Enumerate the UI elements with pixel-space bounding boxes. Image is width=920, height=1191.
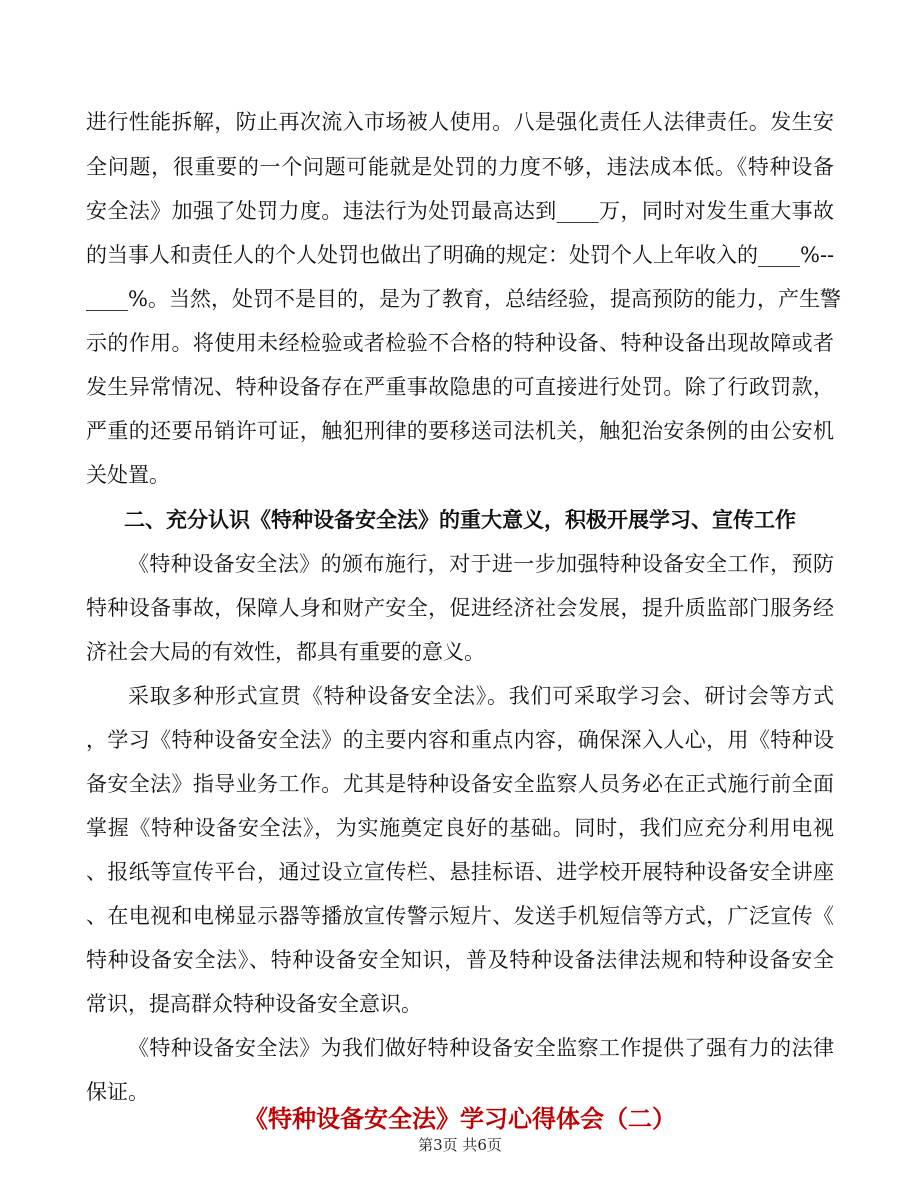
text-line: 济社会大局的有效性，都具有重要的意义。 — [86, 640, 485, 664]
text-line: 的当事人和责任人的个人处罚也做出了明确的规定：处罚个人上年收入的____%-- — [86, 243, 835, 267]
text-line: 全问题，很重要的一个问题可能就是处罚的力度不够，违法成本低。《特种设备 — [86, 155, 834, 179]
text-line: 关处置。 — [86, 463, 170, 487]
text-line: 进行性能拆解，防止再次流入市场被人使用。八是强化责任人法律责任。发生安 — [86, 110, 834, 134]
text-line: 严重的还要吊销许可证，触犯刑律的要移送司法机关，触犯治安条例的由公安机 — [86, 419, 834, 443]
text-line: 、报纸等宣传平台，通过设立宣传栏、悬挂标语、进学校开展特种设备安全讲座 — [86, 860, 834, 884]
page-number: 第3页 共6页 — [418, 1136, 502, 1154]
text-line: 《特种设备安全法》为我们做好特种设备安全监察工作提供了强有力的法律 — [128, 1036, 834, 1060]
text-line: 常识，提高群众特种设备安全意识。 — [86, 992, 422, 1016]
text-line: 安全法》加强了处罚力度。违法行为处罚最高达到____万，同时对发生重大事故 — [86, 199, 834, 223]
text-line: ____%。当然，处罚不是目的，是为了教育，总结经验，提高预防的能力，产生警 — [86, 287, 841, 311]
text-line: 特种设备安全法》、特种设备安全知识，普及特种设备法律法规和特种设备安全 — [86, 948, 834, 972]
text-line: 发生异常情况、特种设备存在严重事故隐患的可直接进行处罚。除了行政罚款， — [86, 375, 834, 399]
article-title: 《特种设备安全法》学习心得体会（二） — [244, 1105, 676, 1133]
text-line: 示的作用。将使用未经检验或者检验不合格的特种设备、特种设备出现故障或者 — [86, 331, 834, 355]
text-line: 特种设备事故，保障人身和财产安全，促进经济社会发展，提升质监部门服务经 — [86, 596, 834, 620]
text-line: 备安全法》指导业务工作。尤其是特种设备安全监察人员务必在正式施行前全面 — [86, 772, 834, 796]
text-line: 、在电视和电梯显示器等播放宣传警示短片、发送手机短信等方式，广泛宣传《 — [86, 904, 834, 928]
text-line: 采取多种形式宣贯《特种设备安全法》。我们可采取学习会、研讨会等方式 — [128, 684, 834, 708]
text-line: 《特种设备安全法》的颁布施行，对于进一步加强特种设备安全工作，预防 — [128, 552, 834, 576]
text-line: 保证。 — [86, 1080, 149, 1104]
text-line: ，学习《特种设备安全法》的主要内容和重点内容，确保深入人心，用《特种设 — [86, 728, 834, 752]
text-line: 掌握《特种设备安全法》，为实施奠定良好的基础。同时，我们应充分利用电视 — [86, 816, 834, 840]
section-heading: 二、充分认识《特种设备安全法》的重大意义，积极开展学习、宣传工作 — [124, 508, 796, 532]
